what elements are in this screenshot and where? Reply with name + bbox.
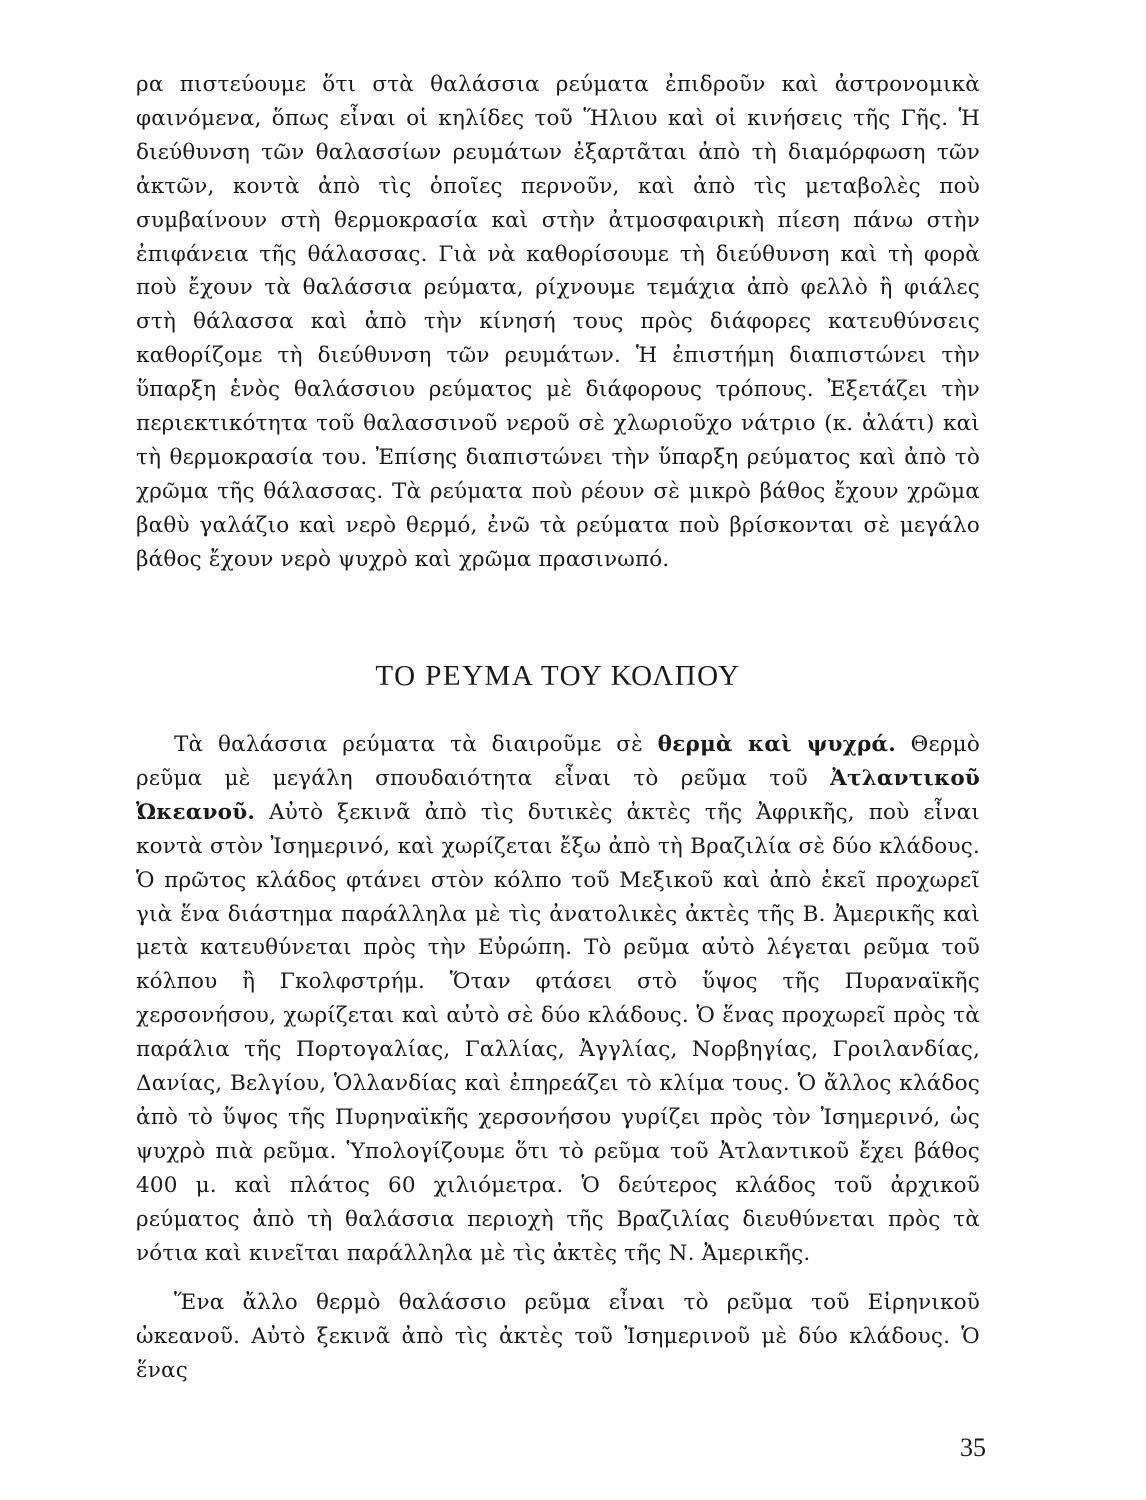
bold-term-warm-cold: θερμὰ καὶ ψυχρά. [657, 732, 896, 757]
paragraph-continued: ρα πιστεύουμε ὅτι στὰ θαλάσσια ρεύματα ἐπιδροῦν καὶ ἀστρονομικὰ φαινόμενα, ὅπως εἶναι οἱ κηλίδες τοῦ Ἥλιου καὶ οἱ κινήσεις τῆς Γῆς. Ἡ διεύθυνση τῶν θαλασσίων ρευμάτων ἐξαρτᾶται ἀπὸ τὴ διαμόρφωση τῶν ἀκτῶν, κοντὰ ἀπὸ τὶς ὁποῖες περνοῦν, καὶ ἀπὸ τὶς μεταβολὲς ποὺ συμβαίνουν στὴ θερμοκρασία καὶ στὴν ἀτμοσφαιρικὴ πίεση πάνω στὴν ἐπιφάνεια τῆς θάλασσας. Γιὰ νὰ καθορίσουμε τὴ διεύθυνση καὶ τὴ φορὰ ποὺ ἔχουν τὰ θαλάσσια ρεύματα, ρίχνουμε τεμάχια ἀπὸ φελλὸ ἢ φιάλες στὴ θάλασσα καὶ ἀπὸ τὴν κίνησή τους πρὸς διάφορες κατευθύνσεις καθορίζομε τὴ διεύθυνση τῶν ρευμάτων. Ἡ ἐπιστήμη διαπιστώνει τὴν ὕπαρξη ἑνὸς θαλάσσιου ρεύματος μὲ διάφορους τρόπους. Ἐξετάζει τὴν περιεκτικότητα τοῦ θαλασσινοῦ νεροῦ σὲ χλωριοῦχο νάτριο (κ. ἁλάτι) καὶ τὴ θερμοκρασία του. Ἐπίσης διαπιστώνει τὴν ὕπαρξη ρεύματος καὶ ἀπὸ τὸ χρῶμα τῆς θάλασσας. Τὰ ρεύματα ποὺ ρέουν σὲ μικρὸ βάθος ἔχουν χρῶμα βαθὺ γαλάζιο καὶ νερὸ θερμό, ἐνῶ τὰ ρεύματα ποὺ βρίσκονται σὲ μεγάλο βάθος ἔχουν νερὸ ψυχρὸ καὶ χρῶμα πρασινωπό. [136, 72, 980, 572]
paragraph-text: Αὐτὸ ξεκινᾶ ἀπὸ τὶς δυτικὲς ἀκτὲς τῆς Ἀφρικῆς, ποὺ εἶναι κοντὰ στὸν Ἰσημερινό, καὶ χωρίζεται ἔξω ἀπὸ τὴ Βραζιλία σὲ δύο κλάδους. Ὁ πρῶτος κλάδος φτάνει στὸν κόλπο τοῦ Μεξικοῦ καὶ ἀπὸ ἐκεῖ προχωρεῖ γιὰ ἕνα διάστημα παράλληλα μὲ τὶς ἀνατολικὲς ἀκτὲς τῆς Β. Ἀμερικῆς καὶ μετὰ κατευθύνεται πρὸς τὴν Εὐρώπη. Τὸ ρεῦμα αὐτὸ λέγεται ρεῦμα τοῦ κόλπου ἢ Γκολφστρήμ. Ὅταν φτάσει στὸ ὕψος τῆς Πυραναϊκῆς χερσονήσου, χωρίζεται καὶ αὐτὸ σὲ δύο κλάδους. Ὁ ἕνας προχωρεῖ πρὸς τὰ παράλια τῆς Πορτογαλίας, Γαλλίας, Ἀγγλίας, Νορβηγίας, Γροιλανδίας, Δανίας, Βελγίου, Ὁλλανδίας καὶ ἐπηρεάζει τὸ κλίμα τους. Ὁ ἄλλος κλάδος ἀπὸ τὸ ὕψος τῆς Πυρηναϊκῆς χερσονήσου γυρίζει πρὸς τὸν Ἰσημερινό, ὡς ψυχρὸ πιὰ ρεῦμα. Ὑπολογίζουμε ὅτι τὸ ρεῦμα τοῦ Ἀτλαντικοῦ ἔχει βάθος 400 μ. καὶ πλάτος 60 χιλιόμετρα. Ὁ δεύτερος κλάδος τοῦ ἀρχικοῦ ρεύματος ἀπὸ τὴ θαλάσσια περιοχὴ τῆς Βραζιλίας διευθύνεται πρὸς τὰ νότια καὶ κινεῖται παράλληλα μὲ τὶς ἀκτὲς τῆς Ν. Ἀμερικῆς. [136, 799, 980, 1266]
paragraph-text: Τὰ θαλάσσια ρεύματα τὰ διαιροῦμε σὲ [174, 732, 658, 757]
paragraph-atlantic-current [136, 728, 980, 1271]
section-heading: ΤΟ ΡΕΥΜΑ ΤΟΥ ΚΟΛΠΟΥ [375, 660, 741, 692]
page-number: 35 [960, 1433, 986, 1462]
paragraph-pacific-current: Ἕνα ἄλλο θερμὸ θαλάσσιο ρεῦμα εἶναι τὸ ρεῦμα τοῦ Εἰρηνικοῦ ὠκεανοῦ. Αὐτὸ ξεκινᾶ ἀπὸ τὶς ἀκτὲς τοῦ Ἰσημερινοῦ μὲ δύο κλάδους. Ὁ ἕνας [136, 1290, 980, 1383]
bold-term-atlantic-ocean: Ἀτλαντικοῦ Ὠκεανοῦ. [136, 765, 980, 825]
paragraph-text: Θερμὸ ρεῦμα μὲ μεγάλη σπουδαιότητα εἶναι τὸ ρεῦμα τοῦ [136, 732, 980, 791]
